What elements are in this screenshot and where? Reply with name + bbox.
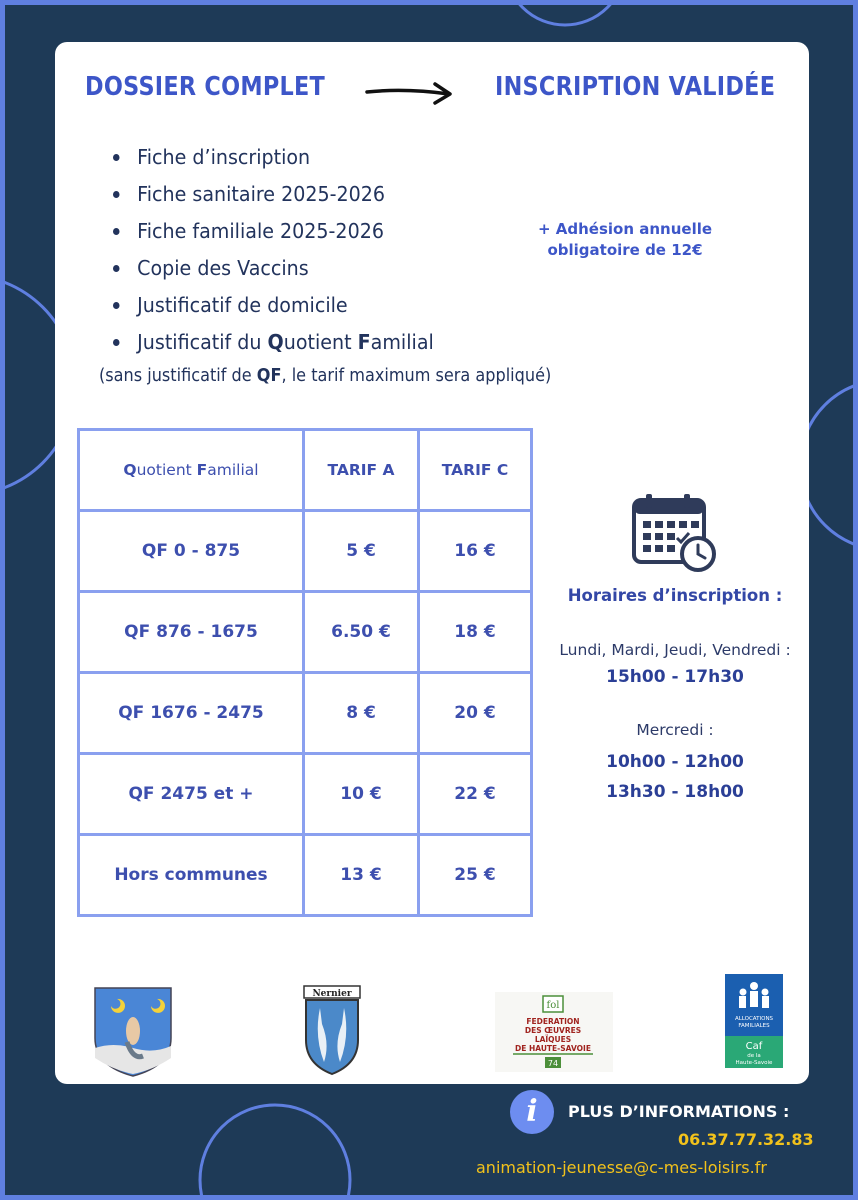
svg-text:FEDERATION: FEDERATION [526,1017,580,1026]
arrow-right-icon [365,78,455,108]
tarif-a-cell: 8 € [304,673,419,754]
qf-cell: QF 2475 et + [79,754,304,835]
info-icon: i [510,1090,554,1134]
svg-text:Caf: Caf [745,1041,763,1052]
svg-text:ALLOCATIONS: ALLOCATIONS [734,1016,774,1022]
table-row [79,511,532,592]
tarif-c-cell: 25 € [419,835,532,916]
qf-cell: QF 876 - 1675 [79,592,304,673]
document-item: Copie des Vaccins [113,253,434,290]
table-row [79,673,532,754]
header-quotient-familial: Quotient Familial [79,430,304,511]
svg-text:DES ŒUVRES: DES ŒUVRES [524,1026,582,1035]
schedule-time-1: 15h00 - 17h30 [606,667,744,687]
svg-text:de la: de la [747,1053,761,1059]
document-item-qf: Justificatif du Quotient Familial [113,327,434,364]
svg-text:74: 74 [547,1059,559,1068]
qf-cell: QF 1676 - 2475 [79,673,304,754]
qf-cell: Hors communes [79,835,304,916]
tarif-a-cell: 6.50 € [304,592,419,673]
document-item: Fiche sanitaire 2025-2026 [113,179,434,216]
commune-crest-logo [93,986,173,1078]
svg-text:Haute-Savoie: Haute-Savoie [735,1060,773,1066]
tarif-c-cell: 22 € [419,754,532,835]
table-row [79,754,532,835]
contact-email[interactable]: animation-jeunesse@c-mes-loisirs.fr [476,1158,767,1177]
qf-cell: QF 0 - 875 [79,511,304,592]
document-item: Fiche d’inscription [113,142,434,179]
contact-title: PLUS D’INFORMATIONS : [568,1102,790,1121]
schedule-days-2: Mercredi : [636,721,714,739]
tarif-c-cell: 20 € [419,673,532,754]
calendar-clock-icon [630,492,720,574]
contact-phone[interactable]: 06.37.77.32.83 [678,1130,814,1149]
svg-text:FAMILIALES: FAMILIALES [738,1023,770,1029]
nernier-crest-logo [300,984,364,1076]
table-row [79,835,532,916]
header-tarif-c: TARIF C [419,430,532,511]
content-card [55,42,809,1084]
tarif-c-cell: 16 € [419,511,532,592]
schedule-days-1: Lundi, Mardi, Jeudi, Vendredi : [559,641,791,659]
schedule-block [555,492,795,807]
schedule-title: Horaires d’inscription : [567,586,783,605]
svg-text:DE HAUTE-SAVOIE: DE HAUTE-SAVOIE [515,1044,591,1053]
tarif-a-cell: 10 € [304,754,419,835]
header-tarif-a: TARIF A [304,430,419,511]
tarif-a-cell: 5 € [304,511,419,592]
table-header-row [79,430,532,511]
caf-haute-savoie-logo [725,974,783,1068]
tarifs-table [77,428,533,917]
document-item: Justificatif de domicile [113,290,434,327]
adhesion-note: + Adhésion annuelle obligatoire de 12€ [537,220,713,259]
partner-logos [55,972,809,1082]
schedule-time-2a: 10h00 - 12h00 [606,752,744,772]
fol-74-logo [495,992,613,1072]
dossier-complet-title: DOSSIER COMPLET [85,72,326,102]
document-item: Fiche familiale 2025-2026 [113,216,434,253]
svg-text:LAÏQUES: LAÏQUES [534,1035,572,1044]
svg-text:fol: fol [546,1000,560,1011]
qf-note: (sans justificatif de QF, le tarif maximum sera appliqué) [99,366,552,386]
documents-list [113,142,458,364]
table-row [79,592,532,673]
schedule-time-2b: 13h30 - 18h00 [606,782,744,802]
tarif-c-cell: 18 € [419,592,532,673]
inscription-validee-title: INSCRIPTION VALIDÉE [495,72,776,102]
tarif-a-cell: 13 € [304,835,419,916]
svg-text:Nernier: Nernier [312,989,352,999]
